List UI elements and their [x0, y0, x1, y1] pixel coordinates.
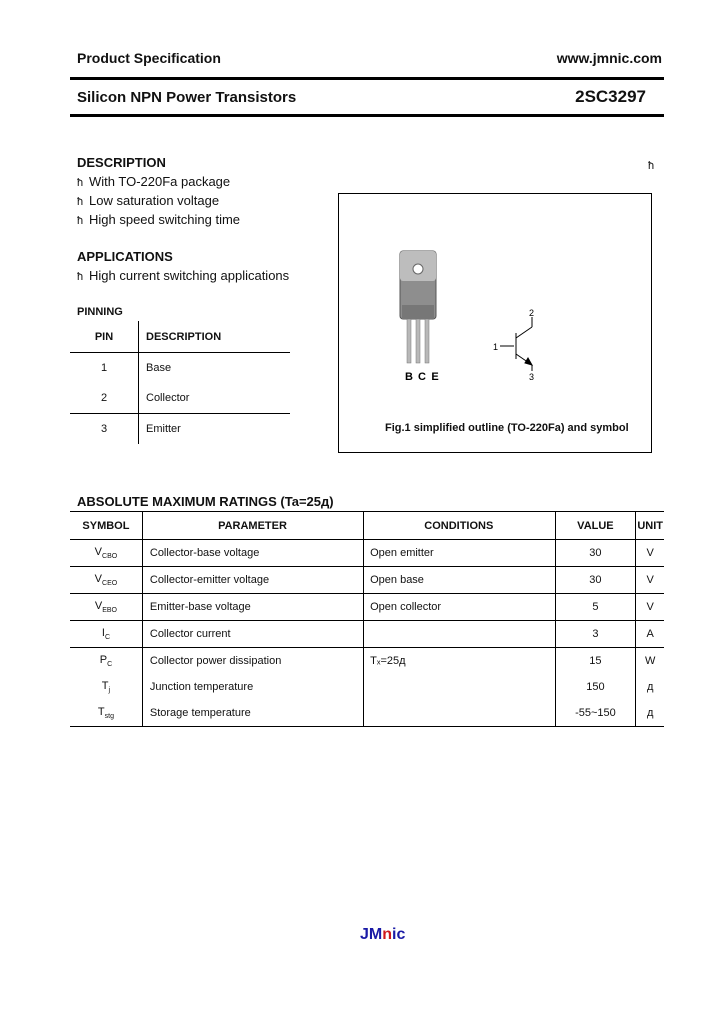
- description-item: ħ With TO-220Fa package: [77, 174, 231, 189]
- symbol-pin-3: 3: [529, 372, 535, 382]
- applications-item: ħ High current switching applications: [77, 268, 290, 283]
- bullet-mark: ħ: [77, 215, 84, 227]
- applications-heading: APPLICATIONS: [77, 249, 173, 264]
- table-row: $T_j$ Junction temperature 150 д: [70, 674, 664, 700]
- table-row: 2 Collector: [70, 383, 290, 414]
- part-number: 2SC3297: [575, 87, 646, 106]
- header-product-spec: Product Specification: [77, 50, 221, 66]
- package-figure: [338, 193, 650, 451]
- ratings-title: ABSOLUTE MAXIMUM RATINGS (Ta=25д): [77, 494, 334, 509]
- description-heading: DESCRIPTION: [77, 155, 166, 170]
- table-row: 3 Emitter: [70, 414, 290, 445]
- figure-caption: Fig.1 simplified outline (TO-220Fa) and symbol: [385, 422, 629, 434]
- bullet-mark: ħ: [77, 196, 84, 208]
- stray-mark: ħ: [648, 160, 655, 172]
- header-website[interactable]: www.jmnic.com: [556, 50, 662, 66]
- ratings-table: [70, 511, 664, 727]
- symbol-pin-1: 1: [493, 342, 499, 352]
- ratings-header-row: SYMBOL PARAMETER CONDITIONS VALUE UNIT: [70, 512, 664, 540]
- page-title: Silicon NPN Power Transistors: [77, 89, 297, 106]
- lead-label-b: B: [405, 371, 413, 383]
- desc-col-header: DESCRIPTION: [139, 321, 291, 353]
- pinning-heading: PINNING: [77, 306, 123, 318]
- pinning-table: [70, 321, 290, 444]
- table-row: $I_C$ Collector current 3 A: [70, 621, 664, 648]
- table-row: 1 Base: [70, 353, 290, 384]
- table-row: $V_{EBO}$ Emitter-base voltage Open collector 5 V: [70, 594, 664, 621]
- header-rule: [70, 77, 664, 80]
- table-row: $V_{CEO}$ Collector-emitter voltage Open base 30 V: [70, 567, 664, 594]
- lead-label-c: C: [418, 371, 426, 383]
- symbol-pin-2: 2: [529, 308, 535, 318]
- npn-symbol-drawing: [500, 317, 532, 371]
- pin-col-header: PIN: [70, 321, 139, 353]
- description-item: ħ Low saturation voltage: [77, 193, 220, 208]
- bullet-mark: ħ: [77, 271, 84, 283]
- jmnic-logo: JMnic: [360, 926, 406, 943]
- table-row: $T_{stg}$ Storage temperature -55~150 д: [70, 700, 664, 727]
- description-item: ħ High speed switching time: [77, 212, 241, 227]
- to220-package-drawing: [400, 251, 436, 363]
- bullet-mark: ħ: [77, 177, 84, 189]
- table-row: $V_{CBO}$ Collector-base voltage Open emitter 30 V: [70, 540, 664, 567]
- lead-label-e: E: [431, 371, 439, 383]
- table-row: $P_C$ Collector power dissipation Tₓ=25д 15 W: [70, 648, 664, 675]
- title-rule: [70, 114, 664, 117]
